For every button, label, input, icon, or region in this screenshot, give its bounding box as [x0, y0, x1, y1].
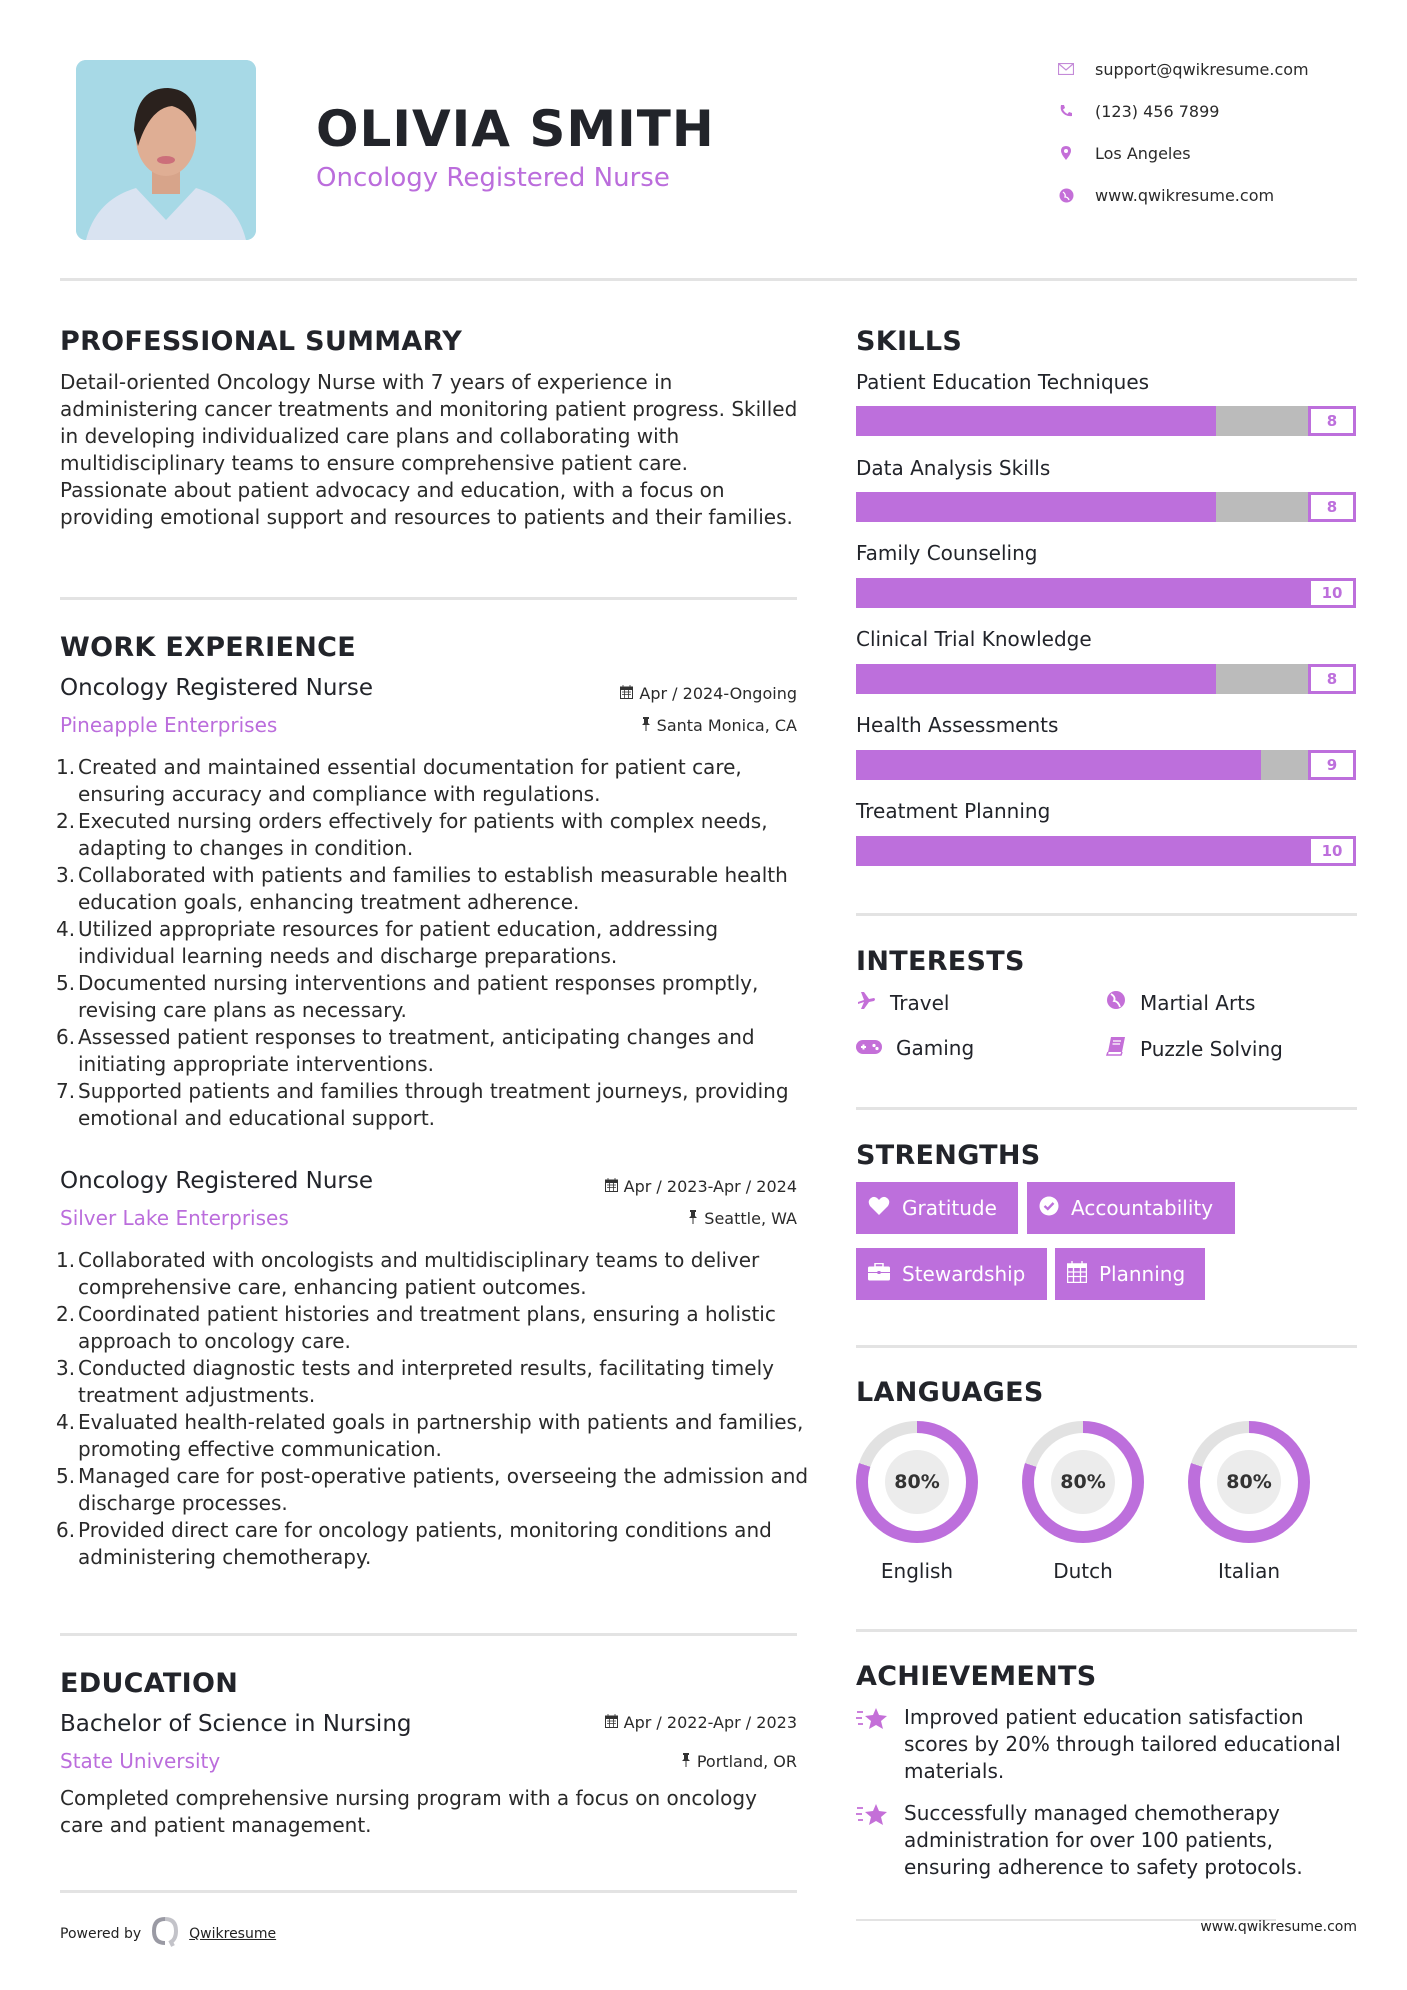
- list-item: 4. Utilized appropriate resources for patient education, addressing individual learning needs and discharge preparations.: [56, 917, 719, 968]
- skill-value: 8: [1308, 664, 1356, 694]
- job-2-dates: [605, 1177, 797, 1196]
- contact-website[interactable]: [1055, 184, 1274, 206]
- summary-text: Detail-oriented Oncology Nurse with 7 years of experience in administering cancer treatments and monitoring patient progress. Skilled in developing individualized care plans and collaborating with multidisciplinary teams to ensure comprehensive patient care. Passionate about patient advocacy and education, with a focus on providing emotional support and resources to patients and their families.: [60, 370, 798, 529]
- list-item: 4. Evaluated health-related goals in partnership with patients and families, promoting effective communication.: [56, 1410, 804, 1461]
- calendar-icon: [620, 684, 633, 703]
- map-pin-icon: [1055, 142, 1077, 164]
- job-2-company: Silver Lake Enterprises: [60, 1206, 289, 1230]
- interests-heading: INTERESTS: [856, 946, 1025, 977]
- skill-fill: [856, 492, 1216, 522]
- list-item: 5. Managed care for post-operative patients, overseeing the admission and discharge processes.: [56, 1464, 809, 1515]
- contact-phone[interactable]: [1055, 100, 1219, 122]
- contact-email[interactable]: [1055, 58, 1309, 80]
- education-dates-text: Apr / 2022-Apr / 2023: [623, 1713, 797, 1732]
- achievement-item: Improved patient education satisfaction scores by 20% through tailored educational materials.: [856, 1704, 1356, 1785]
- contact-email-text: support@qwikresume.com: [1095, 59, 1309, 79]
- strength-tag-accountability: Accountability: [1027, 1182, 1235, 1234]
- pushpin-icon: [688, 1209, 698, 1228]
- heart-icon: [868, 1196, 890, 1221]
- job-1-dates-text: Apr / 2024-Ongoing: [639, 684, 797, 703]
- job-2-bullets: [56, 1247, 816, 1571]
- skill-label: Health Assessments: [856, 713, 1059, 737]
- pushpin-icon: [681, 1752, 691, 1771]
- education-location: [681, 1752, 797, 1771]
- skill-bar-patient-education: [856, 406, 1356, 436]
- education-school: State University: [60, 1749, 221, 1773]
- strength-tag-stewardship: Stewardship: [856, 1248, 1047, 1300]
- education-divider: [60, 1890, 797, 1893]
- skill-value: 9: [1308, 750, 1356, 780]
- job-2-dates-text: Apr / 2023-Apr / 2024: [623, 1177, 797, 1196]
- envelope-icon: [1055, 58, 1077, 80]
- list-item: 3. Conducted diagnostic tests and interpreted results, facilitating timely treatment adjustments.: [56, 1356, 774, 1407]
- shooting-star-icon: [856, 1800, 890, 1881]
- experience-divider: [60, 1633, 797, 1636]
- person-photo-icon: [76, 60, 256, 240]
- language-progress-ring: [856, 1421, 978, 1543]
- language-item-dutch: [1022, 1421, 1144, 1583]
- interest-item: Puzzle Solving: [1106, 1036, 1283, 1061]
- qwikresume-link[interactable]: Qwikresume: [189, 1926, 277, 1942]
- skill-fill: [856, 578, 1356, 608]
- skill-label: Treatment Planning: [856, 799, 1051, 823]
- language-progress-ring: [1022, 1421, 1144, 1543]
- language-item-english: [856, 1421, 978, 1583]
- education-dates: [605, 1713, 797, 1732]
- job-2-location-text: Seattle, WA: [704, 1209, 797, 1228]
- job-1-location-text: Santa Monica, CA: [656, 716, 797, 735]
- qwikresume-logo-icon: [151, 1917, 179, 1951]
- language-percent: 80%: [1217, 1450, 1281, 1514]
- briefcase-icon: [868, 1262, 890, 1286]
- skill-value: 8: [1308, 406, 1356, 436]
- skill-bar-treatment-planning: [856, 836, 1356, 866]
- contact-location: [1055, 142, 1191, 164]
- interest-item: Gaming: [856, 1036, 974, 1060]
- gamepad-icon: [856, 1036, 882, 1060]
- language-item-italian: [1188, 1421, 1310, 1583]
- experience-heading: WORK EXPERIENCE: [60, 632, 356, 663]
- language-progress-ring: [1188, 1421, 1310, 1543]
- skill-bar-data-analysis: [856, 492, 1356, 522]
- shooting-star-icon: [856, 1704, 890, 1785]
- education-heading: EDUCATION: [60, 1668, 239, 1699]
- achievement-item: Successfully managed chemotherapy administration for over 100 patients, ensuring adherence to safety protocols.: [856, 1800, 1356, 1881]
- plane-icon: [856, 990, 876, 1015]
- skill-fill: [856, 750, 1261, 780]
- list-item: 5. Documented nursing interventions and patient responses promptly, revising care plans as necessary.: [56, 971, 759, 1022]
- list-item: 2. Coordinated patient histories and treatment plans, ensuring a holistic approach to oncology care.: [56, 1302, 776, 1353]
- job-1-company: Pineapple Enterprises: [60, 713, 278, 737]
- contact-phone-text: (123) 456 7899: [1095, 101, 1220, 121]
- skill-value: 10: [1308, 578, 1356, 608]
- calendar-icon: [1067, 1261, 1087, 1288]
- job-1-bullets: [56, 754, 816, 1132]
- education-location-text: Portland, OR: [696, 1752, 797, 1771]
- skill-fill: [856, 836, 1356, 866]
- summary-heading: PROFESSIONAL SUMMARY: [60, 326, 463, 357]
- header-divider: [60, 278, 1357, 281]
- strengths-divider: [856, 1345, 1357, 1348]
- skill-label: Patient Education Techniques: [856, 370, 1150, 394]
- phone-icon: [1055, 100, 1077, 122]
- languages-heading: LANGUAGES: [856, 1377, 1044, 1408]
- achievements-heading: ACHIEVEMENTS: [856, 1661, 1097, 1692]
- language-name: Italian: [1217, 1559, 1281, 1583]
- list-item: 1. Created and maintained essential documentation for patient care, ensuring accuracy and compliance with regulations.: [56, 755, 742, 806]
- candidate-name: OLIVIA SMITH: [316, 100, 715, 158]
- profile-photo: [76, 60, 256, 240]
- skill-fill: [856, 406, 1216, 436]
- language-name: English: [880, 1559, 954, 1583]
- skill-bar-clinical-trial: [856, 664, 1356, 694]
- skill-value: 8: [1308, 492, 1356, 522]
- job-1-location: [641, 716, 797, 735]
- powered-by-label: Powered by: [60, 1926, 142, 1942]
- job-1-dates: [620, 684, 797, 703]
- strength-tag-gratitude: Gratitude: [856, 1182, 1018, 1234]
- footer-url[interactable]: www.qwikresume.com: [1200, 1919, 1357, 1935]
- education-description: Completed comprehensive nursing program with a focus on oncology care and patient management.: [60, 1786, 757, 1837]
- languages-divider: [856, 1629, 1357, 1632]
- interest-item: Martial Arts: [1106, 990, 1255, 1015]
- contact-website-text: www.qwikresume.com: [1095, 185, 1275, 205]
- language-name: Dutch: [1053, 1559, 1113, 1583]
- interest-item: Travel: [856, 990, 949, 1015]
- skill-bar-family-counseling: [856, 578, 1356, 608]
- globe-icon: [1055, 184, 1077, 206]
- strength-tag-planning: Planning: [1055, 1248, 1205, 1300]
- pushpin-icon: [641, 716, 651, 735]
- summary-divider: [60, 597, 797, 600]
- globe-icon: [1106, 990, 1126, 1015]
- check-circle-icon: [1039, 1196, 1059, 1221]
- skills-heading: SKILLS: [856, 326, 963, 357]
- interests-divider: [856, 1107, 1357, 1110]
- footer-powered-by: [60, 1917, 276, 1951]
- language-percent: 80%: [1051, 1450, 1115, 1514]
- skill-value: 10: [1308, 836, 1356, 866]
- book-icon: [1106, 1036, 1126, 1061]
- calendar-icon: [605, 1177, 618, 1196]
- list-item: 1. Collaborated with oncologists and multidisciplinary teams to deliver comprehensive care, enhancing patient outcomes.: [56, 1248, 760, 1299]
- calendar-icon: [605, 1713, 618, 1732]
- strengths-heading: STRENGTHS: [856, 1140, 1041, 1171]
- list-item: 3. Collaborated with patients and families to establish measurable health education goals, enhancing treatment adherence.: [56, 863, 788, 914]
- skill-bar-health-assessments: [856, 750, 1356, 780]
- education-degree: Bachelor of Science in Nursing: [60, 1711, 412, 1737]
- skills-divider: [856, 913, 1357, 916]
- candidate-title: Oncology Registered Nurse: [316, 163, 670, 193]
- list-item: 6. Assessed patient responses to treatment, anticipating changes and initiating appropriate interventions.: [56, 1025, 755, 1076]
- job-2-location: [688, 1209, 797, 1228]
- skill-label: Data Analysis Skills: [856, 456, 1051, 480]
- list-item: 6. Provided direct care for oncology patients, monitoring conditions and administering chemotherapy.: [56, 1518, 772, 1569]
- skill-label: Family Counseling: [856, 541, 1038, 565]
- contact-location-text: Los Angeles: [1095, 143, 1191, 163]
- list-item: 2. Executed nursing orders effectively for patients with complex needs, adapting to changes in condition.: [56, 809, 768, 860]
- skill-fill: [856, 664, 1216, 694]
- job-2-title: Oncology Registered Nurse: [60, 1168, 374, 1194]
- skill-label: Clinical Trial Knowledge: [856, 627, 1092, 651]
- list-item: 7. Supported patients and families through treatment journeys, providing emotional and educational support.: [56, 1079, 789, 1130]
- job-1-title: Oncology Registered Nurse: [60, 675, 374, 701]
- language-percent: 80%: [885, 1450, 949, 1514]
